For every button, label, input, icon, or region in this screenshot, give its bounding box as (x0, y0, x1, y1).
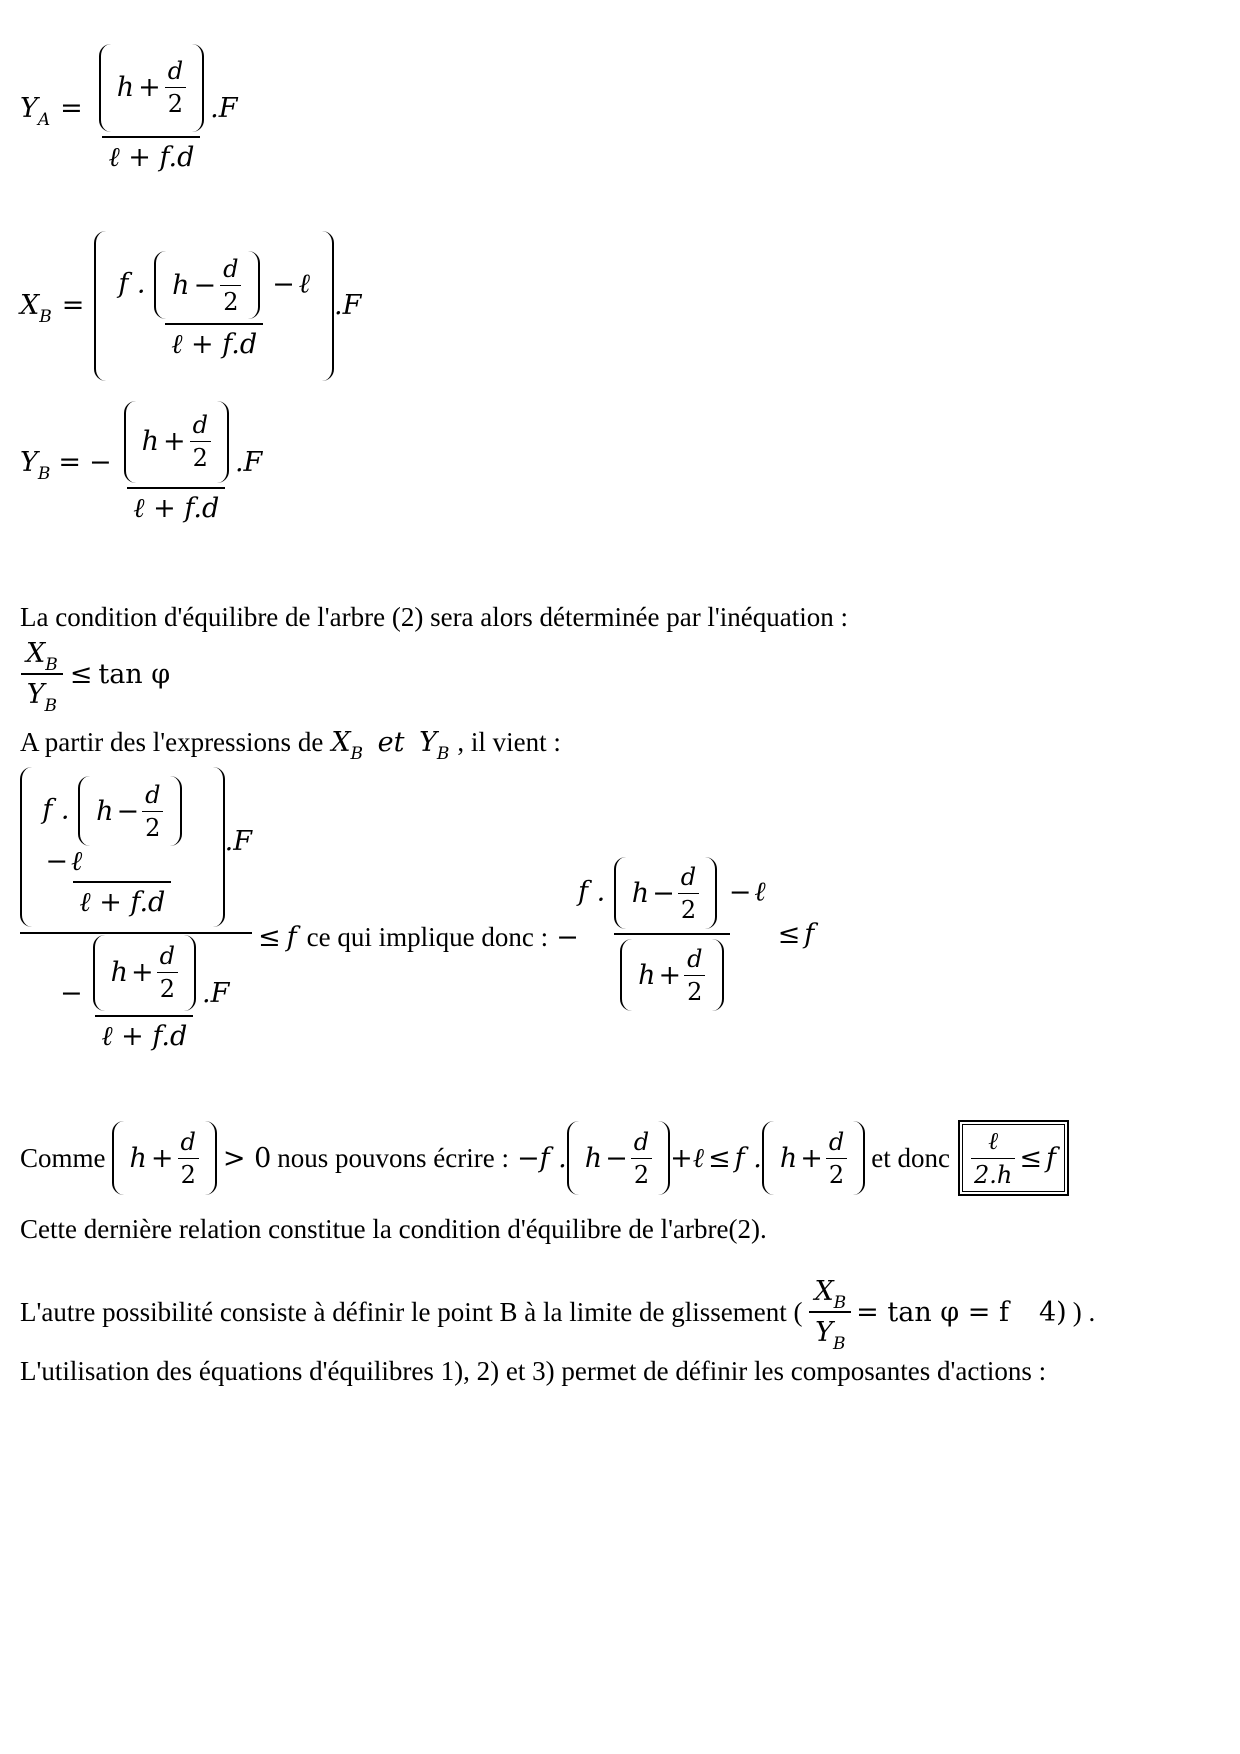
paragraph-equilibrium-condition: La condition d'équilibre de l'arbre (2) sera alors déterminée par l'inéquation : (20, 602, 849, 632)
comme-line: Comme h + $\frac{d}{2}$ > 0 nous pouvons écrire : − f . h − $\frac{d}{2}$ + ℓ ≤ f . h + $\frac{d}{2}$ et donc $\frac{\text{ℓ}}{2.h}$ ≤ f (20, 1118, 1069, 1198)
ya-symbol: $Y_A$ (20, 92, 51, 130)
ya-fraction: h + $\frac{d}{2}$ ℓ + f.d (93, 44, 210, 173)
paragraph-from-expressions: A partir des l'expressions de $X_B$ et $Y_B$ , il vient : (20, 726, 561, 764)
xb-bracket-group (94, 231, 334, 381)
xb-symbol: $X_B$ (20, 290, 52, 327)
compound-fraction: f . h − $\frac{d}{2}$ − ℓ ℓ + f.d .F − h + $\frac{d}{2}$ ℓ + f.d .F (20, 766, 252, 1052)
paragraph-other-possibility: L'autre possibilité consiste à définir le point B à la limite de glissement ( $\frac{X_B}{Y_B}$ = tan φ = f 4) ) . (20, 1276, 1096, 1354)
xb-fraction: f . h − $\frac{d}{2}$ − ℓ ℓ + f.d (112, 251, 316, 360)
yb-symbol: $Y_B$ (20, 446, 51, 484)
yb-fraction: h + $\frac{d}{2}$ ℓ + f.d (118, 401, 235, 524)
paragraph-last-relation: Cette dernière relation constitue la condition d'équilibre de l'arbre(2). (20, 1214, 767, 1244)
paragraph-equilibrium-equations: L'utilisation des équations d'équilibres 1), 2) et 3) permet de définir les composantes d'actions : (20, 1356, 1047, 1386)
inequality-tan-phi: $\frac{X_B}{Y_B}$ ≤ tan φ (20, 636, 170, 712)
equation-ya: $Y_A$ = h + $\frac{d}{2}$ ℓ + f.d .F (20, 48, 237, 168)
equation-xb: $X_B$ = f . h − $\frac{d}{2}$ − ℓ ℓ + f.d .F (20, 228, 361, 383)
equation-yb: $Y_B$ = − h + $\frac{d}{2}$ ℓ + f.d .F (20, 402, 262, 522)
implication-fraction: f . h − $\frac{d}{2}$ − ℓ h + $\frac{d}{2}$ ≤ f (572, 850, 814, 1018)
boxed-result: $\frac{\text{ℓ}}{2.h}$ ≤ f (958, 1120, 1069, 1196)
implication-line: ≤ f ce qui implique donc : − (258, 921, 579, 953)
